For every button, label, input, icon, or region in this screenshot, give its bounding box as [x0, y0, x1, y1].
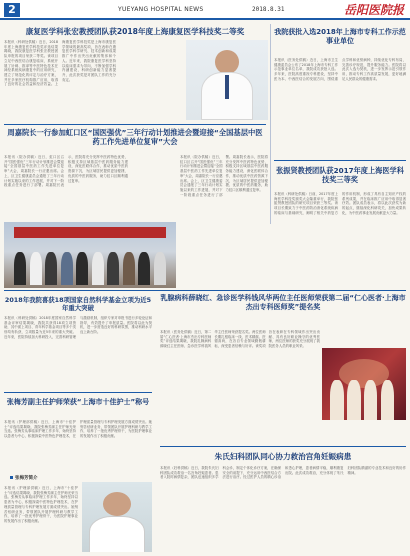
article-8-body: 本报讯（妇科供稿）近日，我院朱氏妇科团队成功救治一名宫角妊娠患者。患者入院时病情复杂，团队迅速组织多学科会诊，制定个体化诊疗方案，在确保安全的前提下，充分运用中西医结合方法进行治疗。经过医护人员的精心诊治和悉心护理，患者病情平稳，顺利康复出院。此次成功救治，充分体现了朱氏妇科团队精湛的专业技术和良好的协作精神。	[160, 466, 406, 480]
article-2-body: 本报讯（医务处供稿）近日，上海市卫生健康委员会公布了2018年上海市专科工作示范事业单位名单，我院成功获批入选。多年来，医院高度重视专科建设，坚持中医为本、中西医结合的发展方向，围绕重点学科和优势病种，持续优化专科布局，完善诊疗规范，提升服务能力。医院将以此次入选为契机，进一步发挥示范引领作用，推动专科工作高质量发展，更好地满足人民群众的健康需求。	[274, 58, 406, 81]
article-8-title: 朱氏妇科团队同心协力救治宫角妊娠病患	[214, 452, 352, 461]
award-photo	[322, 348, 406, 420]
article-7-body: 本报讯（护理部供稿）近日，上海市“十佳护士”评选结果揭晓，我院张梅芳副主任护师光荣当选。张梅芳从事临床护理工作多年，始终坚持以患者为中心，积极探索中医特色护理技术，在护理质量管理与专科护理发展方面成绩突出。她刻苦钻研业务，带领团队开展护理科研与教学工作，培养了一批优秀护理骨干，为医院护理事业的发展作出了积极贡献。	[4, 420, 152, 439]
attendee	[76, 252, 88, 285]
doctor-head	[215, 50, 240, 74]
attendee	[30, 252, 42, 285]
article-4-body: 本报讯（科研处供稿）日前，2017年度上海医学科技奖颁奖大会隆重举行，我院张振贤教授团队的研究项目荣获三等奖。该项目长期致力于中医药防治消化系统疾病的临床与基础研究，阐明了相关中药复方的作用机制，形成了具有自主知识产权的系列成果，并在临床推广应用中取得显著疗效。团队成员表示，将以此次获奖为新的起点，继续深化科研攻关，加快成果转化，为中医药事业发展贡献更大力量。	[274, 192, 406, 215]
column-divider	[270, 24, 271, 224]
attendee	[92, 252, 104, 285]
doctor-tie	[225, 75, 230, 99]
masthead-date: 2018.8.31	[252, 6, 285, 13]
article-7-subhead	[10, 476, 38, 482]
attendee	[14, 252, 26, 285]
article-7-subhead-label: 张梅芳简介	[15, 476, 38, 481]
award-recipient	[364, 380, 377, 420]
bullet-icon	[10, 476, 13, 479]
group-photo	[4, 222, 176, 288]
article-1-body-continued	[118, 40, 186, 122]
section-rule	[160, 446, 406, 447]
article-1-title: 康复医学科张宏教授团队获2018年度上海康复医学科技奖二等奖	[25, 27, 245, 36]
article-6-title: 乳腺病科薛晓红、急诊医学科钱风华两位主任医师荣获第二届“仁心医者·上海市杰出专科医师奖”提名奖	[160, 294, 406, 311]
nurse-portrait	[82, 482, 152, 552]
page-number: 2	[4, 3, 20, 17]
attendee	[123, 252, 135, 285]
section-rule	[4, 124, 266, 125]
article-5-title: 2018年我院喜获18项国家自然科学基金立项为近5年重大突破	[4, 296, 152, 312]
award-recipient	[381, 380, 394, 420]
attendee	[107, 252, 119, 285]
stage-glow	[339, 359, 389, 388]
article-7-title: 张梅芳副主任护师荣获“上海市十佳护士”称号	[6, 398, 150, 406]
meeting-banner	[14, 227, 165, 238]
article-7-bio: 本报讯（护理部供稿）近日，上海市“十佳护士”评选结果揭晓，我院张梅芳副主任护师光荣当选。张梅芳从事临床护理工作多年，始终坚持以患者为中心，积极探索中医特色护理技术，在护理质量管理与专科护理发展方面成绩突出。她刻苦钻研业务，带领团队开展护理科研与教学工作，培养了一批优秀护理骨干，为医院护理事业的发展作出了积极贡献。	[4, 486, 78, 523]
article-3-body-right: 本报讯（院办供稿）近日，虹口区召开“国医强优”三年行动计划推进会暨迎接“全国基层中医药工作先进单位复审”大会，周嘉院长一行应邀出席。会上，区卫生健康委员会通报了三年行动计划实施以来的工作进展，并对下一阶段重点任务进行了部署。周嘉院长表示，医院将充分发挥中医药特色优势，积极支持区域基层中医药服务能力建设，深化医联体合作，推动优质中医药资源下沉，为区域居民提供更加便捷、优质的中医药服务，助力虹口区顺利通过复审。	[180, 155, 268, 197]
article-1-body: 本报讯（科研处供稿）近日，2018年度上海康复医学科技奖评选结果揭晓，我院康复医学科张宏教授团队申报的项目荣获二等奖。该项目立足中西医结合康复临床，系统开展了针刺、推拿等中医特色技术在神经系统疾病康复中的应用研究，建立了规范化的评定与治疗方案，并在多家医疗机构推广应用，取得了良好的社会效益和经济效益。上海康复医学科技奖是上海市康复医学领域的最高奖项，旨在表彰在康复医学科学研究、技术创新和成果推广中作出突出贡献的集体和个人。近年来，我院康复医学科坚持以临床需求为导向，不断加强学科内涵建设，科研创新能力显著提升，此次获奖是对团队工作的充分肯定。	[4, 40, 116, 87]
masthead	[0, 0, 410, 20]
award-recipient	[347, 380, 360, 420]
article-3-body: 本报讯（院办供稿）近日，虹口区召开“国医强优”三年行动计划推进会暨迎接“全国基层中医药工作先进单位复审”大会，周嘉院长一行应邀出席。会上，区卫生健康委员会通报了三年行动计划实施以来的工作进展，并对下一阶段重点任务进行了部署。周嘉院长表示，医院将充分发挥中医药特色优势，积极支持区域基层中医药服务能力建设，深化医联体合作，推动优质中医药资源下沉，为区域居民提供更加便捷、优质的中医药服务，助力虹口区顺利通过复审。	[4, 155, 128, 188]
attendee	[138, 252, 150, 285]
attendee	[45, 252, 57, 285]
attendee	[154, 252, 166, 285]
award-recipient	[330, 380, 343, 420]
article-4-title: 张振贤教授团队获2017年度上海医学科技奖三等奖	[276, 166, 404, 184]
section-rule	[4, 392, 152, 393]
masthead-english-name: YUEYANG HOSPITAL NEWS	[118, 6, 204, 13]
section-rule	[274, 160, 406, 161]
portrait-head	[103, 492, 131, 516]
article-3-title: 周嘉院长一行参加虹口区“国医强优”三年行动计划推进会暨迎接“全国基层中医药工作先进单位复审”大会	[7, 128, 263, 147]
masthead-title: 岳阳医院报	[343, 3, 404, 17]
article-5-body: 本报讯（科研处供稿）2018年度国家自然科学基金评审结果揭晓，我院共获得18项立项资助，其中面上项目、青年科学基金项目等多个类别均有斩获，立项数量为近5年来的重大突破。近年来，医院持续加大科研投入，完善科研管理与激励机制，组织专家对申报书进行多轮论证和指导，有效提升了申报质量。医院将以此为契机，进一步营造良好的科研氛围，推动科研水平迈上新台阶。	[4, 316, 152, 339]
article-2-title: 我院获批入选2018年上海市专科工作示范事业单位	[274, 28, 406, 45]
article-6-body: 本报讯（医务处供稿）近日，第二届“仁心医者·上海市杰出专科医师奖”评选结果揭晓，我院乳腺病科薛晓红主任医师、急诊医学科钱风华主任医师荣获提名奖。两位医师长期扎根临床一线，医术精湛、医德高尚，在各自专业领域勤勉耕耘，深受患者信赖与好评。该奖项旨在表彰在专科领域作出突出贡献、具有良好职业操守的优秀医师，两位医师的获奖充分展现了我院医务人员的职业风采。	[160, 330, 320, 349]
attendee	[61, 252, 73, 285]
section-rule	[4, 290, 406, 291]
portrait-coat	[89, 516, 145, 552]
doctor-photo	[186, 40, 268, 120]
